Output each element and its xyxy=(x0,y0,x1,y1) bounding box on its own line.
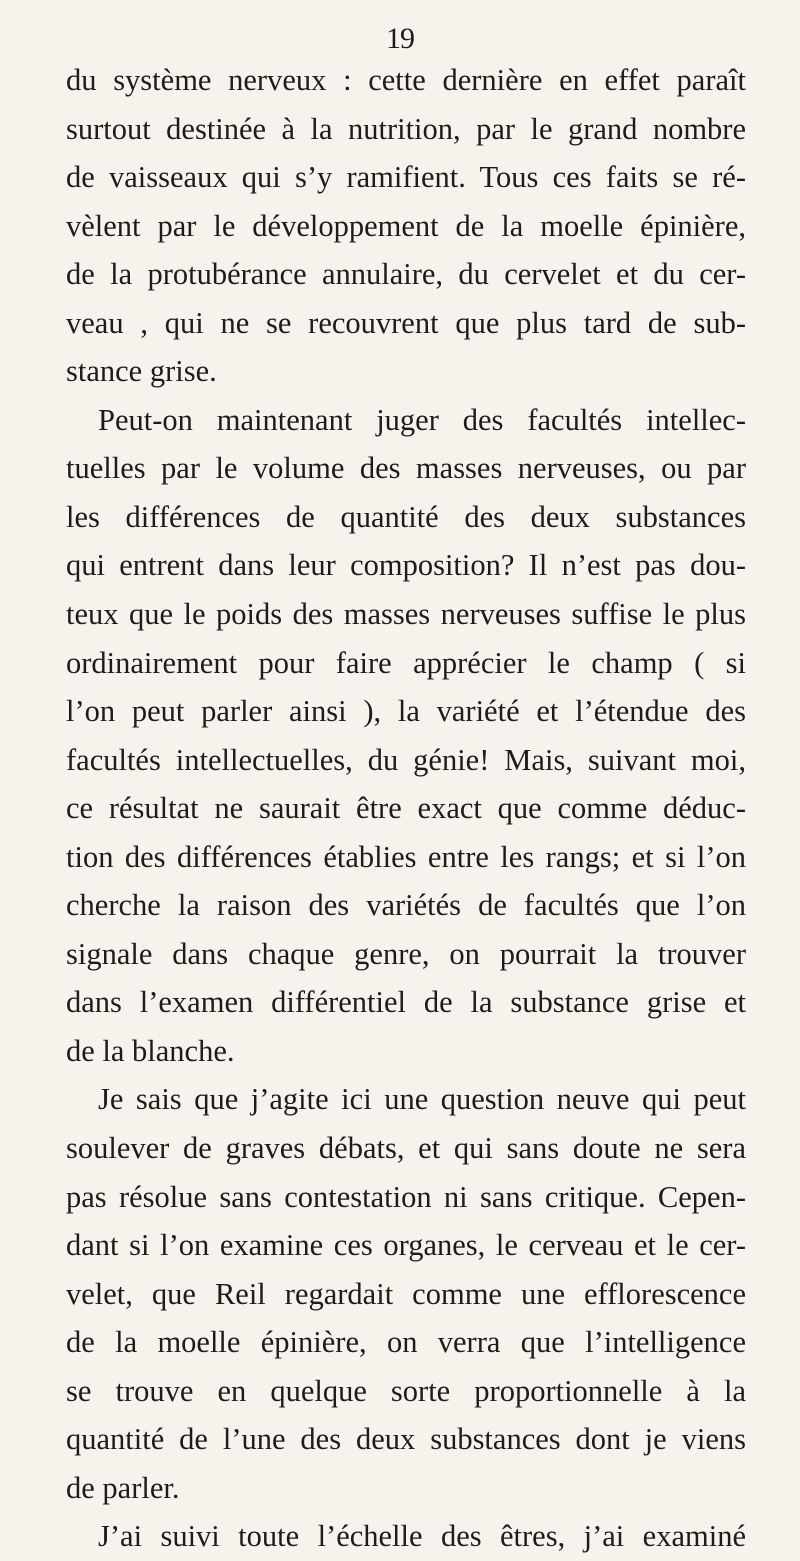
text-line: l’on peut parler ainsi ), la variété et l’étendue des xyxy=(66,694,746,729)
text-line: quantité de l’une des deux substances dont je viens xyxy=(66,1422,746,1457)
text-line: tion des différences établies entre les rangs; et si l’on xyxy=(66,839,746,874)
paragraph-start-line: Je sais que j’agite ici une question neuve qui peut xyxy=(98,1082,746,1117)
text-line: les différences de quantité des deux substances xyxy=(66,499,746,534)
paragraph-end-line: de parler. xyxy=(66,1470,180,1505)
text-line: de la moelle épinière, on verra que l’intelligence xyxy=(66,1325,746,1360)
text-line: cherche la raison des variétés de facultés que l’on xyxy=(66,888,746,923)
text-line: vèlent par le développement de la moelle épinière, xyxy=(66,208,746,243)
text-line: facultés intellectuelles, du génie! Mais, suivant moi, xyxy=(66,742,746,777)
text-line: veau , qui ne se recouvrent que plus tard de sub- xyxy=(66,305,746,340)
page-number: 19 xyxy=(386,22,414,55)
text-line: se trouve en quelque sorte proportionnelle à la xyxy=(66,1373,746,1408)
text-line: tuelles par le volume des masses nerveuses, ou par xyxy=(66,451,746,486)
text-line: ordinairement pour faire apprécier le champ ( si xyxy=(66,645,746,680)
text-line: qui entrent dans leur composition? Il n’est pas dou- xyxy=(66,548,746,583)
text-line: ce résultat ne saurait être exact que comme déduc- xyxy=(66,791,746,826)
text-line: signale dans chaque genre, on pourrait la trouver xyxy=(66,936,746,971)
text-line: soulever de graves débats, et qui sans doute ne sera xyxy=(66,1131,746,1166)
text-line: dans l’examen différentiel de la substance grise et xyxy=(66,985,746,1020)
text-line: velet, que Reil regardait comme une efflorescence xyxy=(66,1276,746,1311)
text-line: surtout destinée à la nutrition, par le grand nombre xyxy=(66,111,746,146)
page-bottom-margin xyxy=(0,1290,800,1347)
text-line: pas résolue sans contestation ni sans critique. Cepen- xyxy=(66,1179,746,1214)
paragraph-start-line: Peut-on maintenant juger des facultés intellec- xyxy=(98,402,746,437)
text-line: du système nerveux : cette dernière en effet paraît xyxy=(66,63,746,97)
paragraph-end-line: de la blanche. xyxy=(66,1033,235,1068)
text-line: dant si l’on examine ces organes, le cerveau et le cer- xyxy=(66,1228,746,1263)
paragraph-start-line: J’ai suivi toute l’échelle des êtres, j’ai examiné xyxy=(98,1519,746,1554)
paragraph-end-line: stance grise. xyxy=(66,354,217,389)
text-line: de la protubérance annulaire, du cervelet et du cer- xyxy=(66,257,746,292)
text-line: teux que le poids des masses nerveuses suffise le plus xyxy=(66,597,746,632)
text-line: de vaisseaux qui s’y ramifient. Tous ces faits se ré- xyxy=(66,160,746,195)
